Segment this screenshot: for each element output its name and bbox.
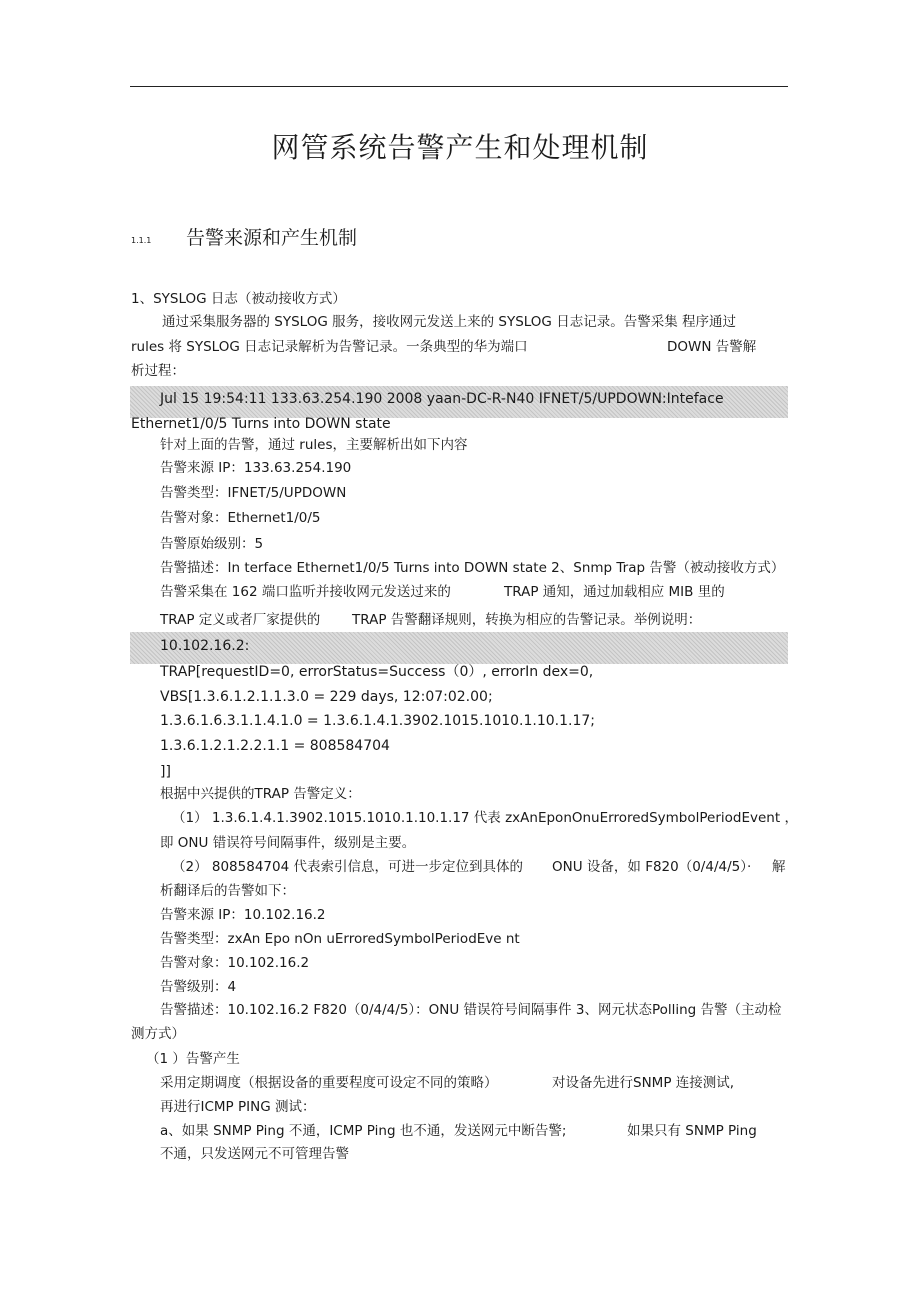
log-line: Jul 15 19:54:11 133.63.254.190 2008 yaan-DC-R-N40 IFNET/5/UPDOWN:Inteface	[160, 391, 724, 407]
text-line: rules 将 SYSLOG 日志记录解析为告警记录。一条典型的华为端口	[131, 339, 528, 355]
text-line: DOWN 告警解	[667, 339, 757, 355]
text-line: TRAP 通知，通过加载相应 MIB 里的	[504, 584, 725, 600]
text-line: （1 ）告警产生	[146, 1051, 240, 1067]
text-line: 解	[772, 859, 786, 875]
text-line: 采用定期调度（根据设备的重要程度可设定不同的策略）	[160, 1075, 498, 1091]
text-line: 告警来源 IP：133.63.254.190	[160, 460, 352, 476]
text-line: 对设备先进行SNMP 连接测试,	[552, 1075, 735, 1091]
page-title: 网管系统告警产生和处理机制	[271, 131, 649, 164]
log-line: Ethernet1/0/5 Turns into DOWN state	[131, 416, 391, 432]
text-line: 告警采集在 162 端口监听并接收网元发送过来的	[160, 584, 451, 600]
text-line: 告警描述：In terface Ethernet1/0/5 Turns into DOWN state 2、Snmp Trap 告警（被动接收方式）	[160, 560, 785, 576]
code-line: TRAP[requestID=0, errorStatus=Success（0）, errorIn dex=0,	[160, 664, 594, 680]
section-heading: 告警来源和产生机制	[186, 227, 358, 249]
text-line: 告警级别：4	[160, 979, 237, 995]
text-line: TRAP 定义或者厂家提供的	[160, 612, 321, 628]
section-number: 1.1.1	[131, 236, 152, 245]
text-line: 告警对象：Ethernet1/0/5	[160, 510, 321, 526]
code-line: 1.3.6.1.6.3.1.1.4.1.0 = 1.3.6.1.4.1.3902.1015.1010.1.10.1.17;	[160, 713, 596, 729]
text-line: 告警对象：10.102.16.2	[160, 955, 310, 971]
code-line: VBS[1.3.6.1.2.1.1.3.0 = 229 days, 12:07:02.00;	[160, 689, 493, 705]
text-line: 告警类型：zxAn Epo nOn uErroredSymbolPeriodEve nt	[160, 931, 520, 947]
header-rule	[130, 86, 788, 87]
text-line: 根据中兴提供的TRAP 告警定义：	[160, 786, 361, 802]
text-line: 告警类型：IFNET/5/UPDOWN	[160, 485, 347, 501]
text-line: 即 ONU 错误符号间隔事件，级别是主要。	[160, 835, 416, 851]
text-line: 析过程：	[131, 363, 185, 379]
text-line: ONU 设备，如 F820（0/4/4/5）·	[552, 859, 752, 875]
text-line: 通过采集服务器的 SYSLOG 服务，接收网元发送上来的 SYSLOG 日志记录。告警采集 程序通过	[162, 314, 736, 330]
text-line: 告警描述：10.102.16.2 F820（0/4/4/5）：ONU 错误符号间隔事件 3、网元状态Polling 告警（主动检	[160, 1002, 782, 1018]
code-line: 1.3.6.1.2.1.2.2.1.1 = 808584704	[160, 738, 390, 754]
text-line: 1、SYSLOG 日志（被动接收方式）	[131, 291, 346, 307]
text-line: 不通，只发送网元不可管理告警	[160, 1146, 349, 1162]
text-line: 告警原始级别：5	[160, 536, 264, 552]
text-line: 再进行ICMP PING 测试：	[160, 1099, 316, 1115]
text-line: 针对上面的告警，通过 rules，主要解析出如下内容	[160, 437, 468, 453]
text-line: （2） 808584704 代表索引信息，可进一步定位到具体的	[172, 859, 523, 875]
text-line: 如果只有 SNMP Ping	[627, 1123, 757, 1139]
text-line: （1） 1.3.6.1.4.1.3902.1015.1010.1.10.1.17 代表 zxAnEponOnuErroredSymbolPeriodEvent ，	[172, 810, 798, 826]
text-line: a、如果 SNMP Ping 不通，ICMP Ping 也不通，发送网元中断告警;	[160, 1123, 567, 1139]
text-line: 测方式）	[131, 1026, 185, 1042]
text-line: TRAP 告警翻译规则，转换为相应的告警记录。举例说明：	[352, 612, 702, 628]
text-line: 告警来源 IP：10.102.16.2	[160, 907, 326, 923]
code-line: 10.102.16.2:	[160, 638, 250, 654]
text-line: 析翻译后的告警如下：	[160, 883, 295, 899]
code-line: ]]	[160, 764, 171, 780]
